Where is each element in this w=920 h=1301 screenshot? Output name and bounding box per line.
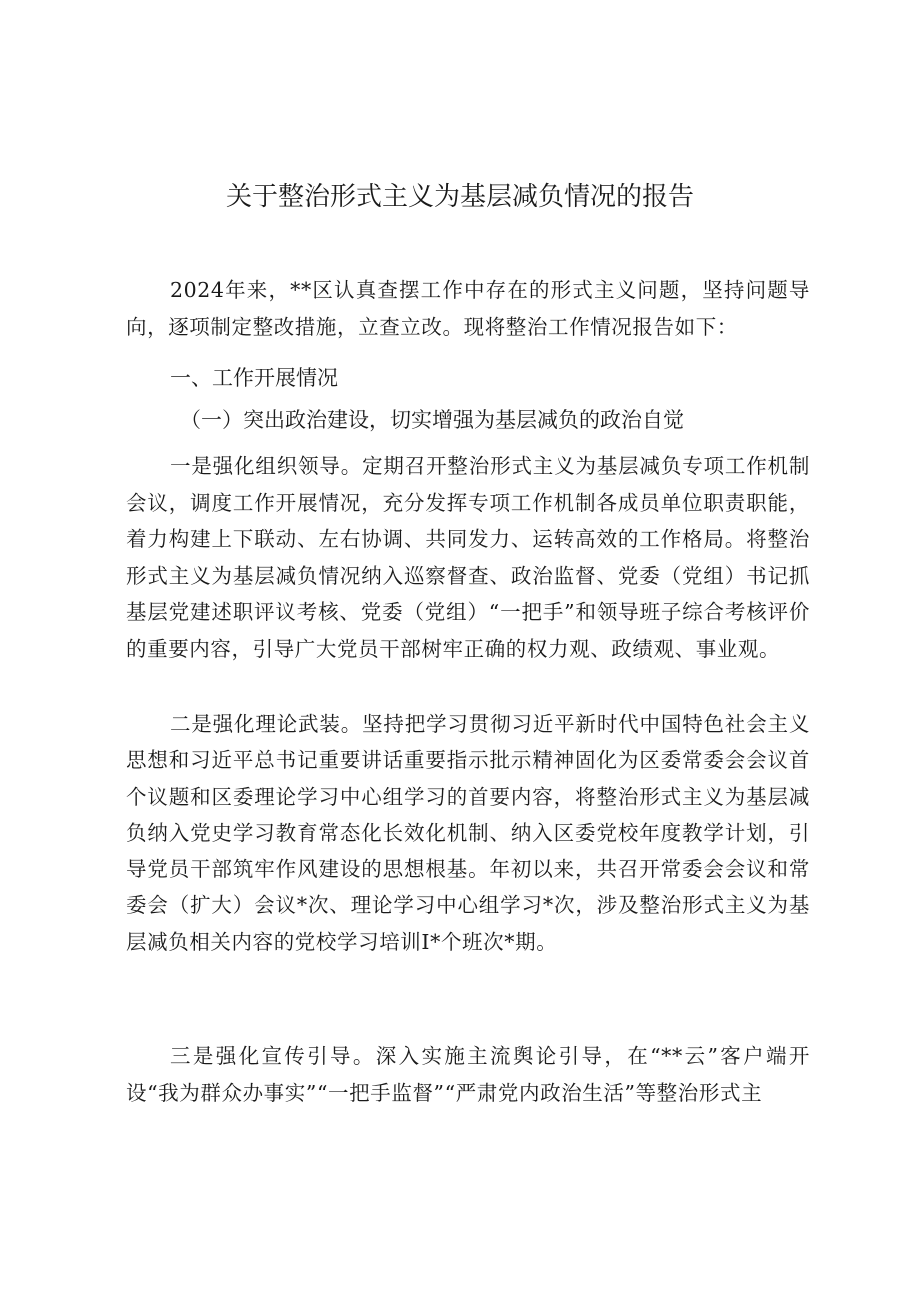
paragraph-publicity-guidance: 三是强化宣传引导。深入实施主流舆论引导，在“**云”客户端开设“我为群众办事实”“一把手监督”“严肃党内政治生活”等整治形式主	[126, 1044, 810, 1106]
paragraph-theory-study: 二是强化理论武装。坚持把学习贯彻习近平新时代中国特色社会主义思想和习近平总书记重要讲话重要指示批示精神固化为区委常委会会议首个议题和区委理论学习中心组学习的首要内容，将整治形式主义为基层减负纳入党史学习教育常态化长效化机制、纳入区委党校年度教学计划，引导党员干部筑牢作风建设的思想根基。年初以来，共召开常委会会议和常委会（扩大）会议*次、理论学习中心组学习*次，涉及整治形式主义为基层减负相关内容的党校学习培训I*个班次*期。	[126, 712, 810, 954]
section-heading: 一、工作开展情况	[170, 366, 338, 390]
intro-paragraph: 2024年来，**区认真查摆工作中存在的形式主义问题，坚持问题导向，逐项制定整改措施，立查立改。现将整治工作情况报告如下：	[126, 278, 810, 340]
document-title: 关于整治形式主义为基层减负情况的报告	[225, 182, 694, 212]
paragraph-organization-leadership: 一是强化组织领导。定期召开整治形式主义为基层减负专项工作机制会议，调度工作开展情况，充分发挥专项工作机制各成员单位职责职能，着力构建上下联动、左右协调、共同发力、运转高效的工作格局。将整治形式主义为基层减负情况纳入巡察督查、政治监督、党委（党组）书记抓基层党建述职评议考核、党委（党组）“一把手”和领导班子综合考核评价的重要内容，引导广大党员干部树牢正确的权力观、政绩观、事业观。	[126, 454, 810, 661]
subsection-heading: （一）突出政治建设，切实增强为基层减负的政治自觉	[180, 408, 684, 432]
